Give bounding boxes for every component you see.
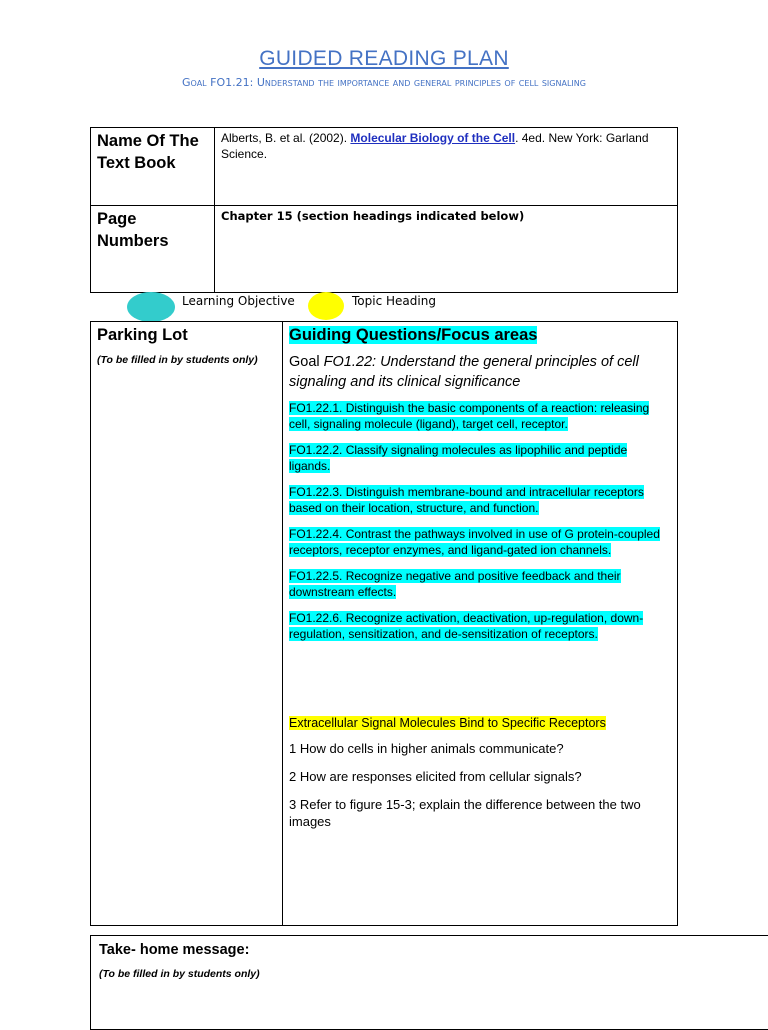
objective-6: FO1.22.6. Recognize activation, deactivation, up-regulation, down-regulation, sensitization, and de-sensitization of receptors. (289, 611, 644, 641)
textbook-link[interactable]: Molecular Biology of the Cell (350, 131, 516, 145)
color-legend (90, 290, 678, 320)
question-1: 1 How do cells in higher animals communicate? (289, 741, 564, 756)
page-subtitle: Goal FO1.21: Understand the importance and general principles of cell signaling (182, 76, 586, 89)
parking-lot-heading: Parking Lot (97, 326, 188, 344)
learning-objective-label: Learning Objective (182, 294, 295, 308)
objective-5: FO1.22.5. Recognize negative and positive feedback and their downstream effects. (289, 569, 621, 599)
parking-lot-column[interactable] (91, 322, 283, 925)
pages-value: Chapter 15 (section headings indicated below) (215, 206, 678, 293)
pages-label: Page Numbers (91, 206, 215, 293)
learning-objective-swatch (127, 292, 175, 322)
guiding-questions-column (283, 322, 677, 925)
parking-lot-note: (To be filled in by students only) (97, 354, 258, 366)
topic-heading-swatch (308, 292, 344, 320)
textbook-citation (215, 128, 678, 206)
objective-2: FO1.22.2. Classify signaling molecules as lipophilic and peptide ligands. (289, 443, 628, 473)
textbook-authors: Alberts, B. et al. (2002). (221, 131, 351, 145)
takehome-box[interactable] (90, 935, 768, 1030)
question-2: 2 How are responses elicited from cellular signals? (289, 769, 582, 784)
textbook-publisher: . 4ed. New York: Garland Science. (221, 131, 649, 161)
info-table (90, 127, 678, 293)
topic-heading-label: Topic Heading (352, 294, 436, 308)
takehome-heading: Take- home message: (99, 942, 250, 958)
textbook-label: Name Of The Text Book (91, 128, 215, 206)
topic-heading: Extracellular Signal Molecules Bind to Specific Receptors (289, 716, 606, 730)
question-3: 3 Refer to figure 15-3; explain the difference between the two images (289, 797, 641, 829)
takehome-note: (To be filled in by students only) (99, 968, 260, 980)
reading-plan-table (90, 321, 678, 926)
page-title: GUIDED READING PLAN (259, 47, 509, 70)
guiding-heading: Guiding Questions/Focus areas (289, 326, 538, 344)
objective-4: FO1.22.4. Contrast the pathways involved in use of G protein-coupled receptors, receptor enzymes, and ligand-gated ion channels. (289, 527, 660, 557)
goal-statement: Goal FO1.22: Understand the general principles of cell signaling and its clinical significance (289, 354, 639, 390)
objective-1: FO1.22.1. Distinguish the basic components of a reaction: releasing cell, signaling molecule (ligand), target cell, receptor. (289, 401, 650, 431)
objective-3: FO1.22.3. Distinguish membrane-bound and intracellular receptors based on their location, structure, and function. (289, 485, 644, 515)
